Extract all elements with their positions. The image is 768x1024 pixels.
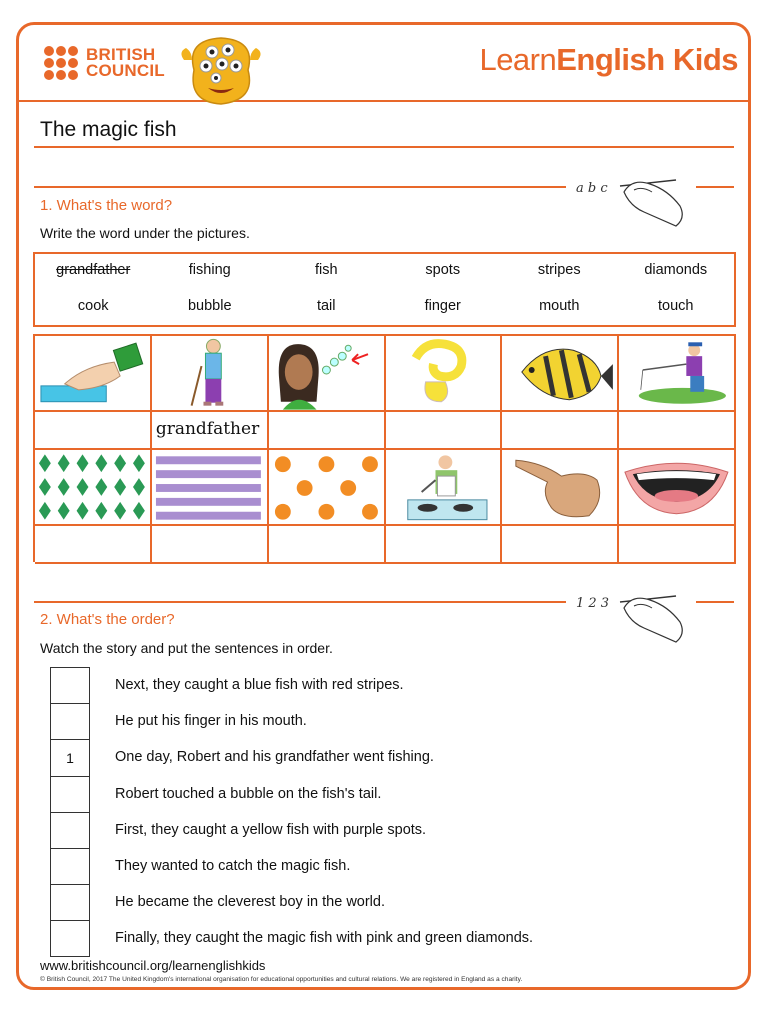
order-row bbox=[50, 884, 533, 920]
order-number-box[interactable] bbox=[50, 812, 90, 848]
bc-logo-line1: BRITISH bbox=[86, 45, 156, 64]
word-bank bbox=[33, 252, 736, 327]
word-bank-item: stripes bbox=[537, 262, 581, 278]
order-row bbox=[50, 920, 533, 956]
order-number-box[interactable]: 1 bbox=[50, 739, 90, 775]
word-bank-item: fishing bbox=[188, 262, 231, 278]
order-sentence: Finally, they caught the magic fish with pink and green diamonds. bbox=[115, 930, 534, 947]
stripes-picture bbox=[152, 450, 269, 526]
order-list bbox=[50, 667, 533, 957]
lek-english-kids: English Kids bbox=[556, 42, 738, 77]
page-title: The magic fish bbox=[40, 118, 177, 141]
word-bank-item: bubble bbox=[187, 298, 232, 314]
british-council-logo bbox=[44, 46, 165, 80]
word-bank-item: finger bbox=[424, 298, 461, 314]
word-bank-item: fish bbox=[314, 262, 338, 278]
mouth-picture bbox=[619, 450, 736, 526]
hand-123-label: 1 2 3 bbox=[576, 596, 610, 611]
word-bank-item: grandfather bbox=[56, 262, 131, 278]
touch-picture bbox=[35, 336, 152, 412]
cook-picture bbox=[386, 450, 503, 526]
fishing-picture bbox=[619, 336, 736, 412]
header-divider bbox=[18, 100, 749, 102]
order-sentence: He put his finger in his mouth. bbox=[115, 713, 307, 730]
bc-logo-line2: COUNCIL bbox=[86, 61, 165, 80]
order-row bbox=[50, 776, 533, 812]
section2-heading: 2. What's the order? bbox=[40, 611, 175, 628]
monster-mascot-icon bbox=[176, 30, 266, 108]
order-row bbox=[50, 703, 533, 739]
section1-heading: 1. What's the word? bbox=[40, 197, 173, 214]
finger-picture bbox=[502, 450, 619, 526]
order-number-box[interactable] bbox=[50, 848, 90, 884]
section2-rule-left bbox=[34, 601, 566, 603]
order-row bbox=[50, 848, 533, 884]
answer-row1-cell2[interactable]: grandfather bbox=[152, 412, 269, 450]
order-number-box[interactable] bbox=[50, 920, 90, 956]
answer-row2-cell2[interactable] bbox=[152, 526, 269, 564]
bubble-picture bbox=[269, 336, 386, 412]
order-number-box[interactable] bbox=[50, 776, 90, 812]
order-sentence: Robert touched a bubble on the fish's tail. bbox=[115, 785, 382, 802]
hand-abc-label: a b c bbox=[576, 181, 608, 196]
order-sentence: One day, Robert and his grandfather went fishing. bbox=[115, 749, 434, 766]
section1-rule-left bbox=[34, 186, 566, 188]
writing-hand-icon bbox=[572, 172, 692, 230]
spots-picture bbox=[269, 450, 386, 526]
order-row bbox=[50, 812, 533, 848]
order-number-box[interactable] bbox=[50, 667, 90, 703]
answer-row1-cell5[interactable] bbox=[502, 412, 619, 450]
word-bank-item: spots bbox=[425, 262, 461, 278]
answer-row2-cell1[interactable] bbox=[35, 526, 152, 564]
answer-row2-cell5[interactable] bbox=[502, 526, 619, 564]
writing-hand-icon bbox=[572, 588, 692, 644]
answer-row1-cell3[interactable] bbox=[269, 412, 386, 450]
title-rule bbox=[34, 146, 734, 148]
lek-learn: Learn bbox=[479, 42, 557, 77]
word-bank-item: mouth bbox=[539, 298, 580, 314]
section2-rule-right bbox=[696, 601, 734, 603]
footer-url[interactable]: www.britishcouncil.org/learnenglishkids bbox=[40, 958, 266, 973]
answer-row2-cell6[interactable] bbox=[619, 526, 736, 564]
order-sentence: Next, they caught a blue fish with red stripes. bbox=[115, 677, 404, 694]
section1-rule-right bbox=[696, 186, 734, 188]
fish-picture bbox=[502, 336, 619, 412]
answer-row1-cell4[interactable] bbox=[386, 412, 503, 450]
section2-instruction: Watch the story and put the sentences in order. bbox=[40, 640, 333, 656]
order-number-box[interactable] bbox=[50, 703, 90, 739]
tail-picture bbox=[386, 336, 503, 412]
answer-row1-cell1[interactable] bbox=[35, 412, 152, 450]
footer-copyright: © British Council, 2017 The United Kingdom's international organisation for educational opportunities and cultural relations. We are registered in England as a charity. bbox=[40, 976, 523, 983]
word-bank-item: touch bbox=[658, 298, 694, 314]
learnenglish-kids-logo bbox=[479, 42, 738, 78]
diamonds-picture bbox=[35, 450, 152, 526]
section1-instruction: Write the word under the pictures. bbox=[40, 225, 250, 241]
order-row bbox=[50, 667, 533, 703]
order-row bbox=[50, 739, 533, 775]
word-bank-item: tail bbox=[316, 298, 336, 314]
picture-table bbox=[33, 334, 736, 562]
word-bank-item: diamonds bbox=[644, 262, 708, 278]
bc-dots-icon bbox=[44, 46, 78, 80]
word-bank-item: cook bbox=[77, 298, 109, 314]
answer-row1-cell6[interactable] bbox=[619, 412, 736, 450]
order-sentence: First, they caught a yellow fish with purple spots. bbox=[115, 821, 427, 838]
order-number-box[interactable] bbox=[50, 884, 90, 920]
answer-row2-cell3[interactable] bbox=[269, 526, 386, 564]
answer-row2-cell4[interactable] bbox=[386, 526, 503, 564]
grandfather-picture bbox=[152, 336, 269, 412]
order-sentence: He became the cleverest boy in the world. bbox=[115, 894, 385, 911]
order-sentence: They wanted to catch the magic fish. bbox=[115, 858, 351, 875]
